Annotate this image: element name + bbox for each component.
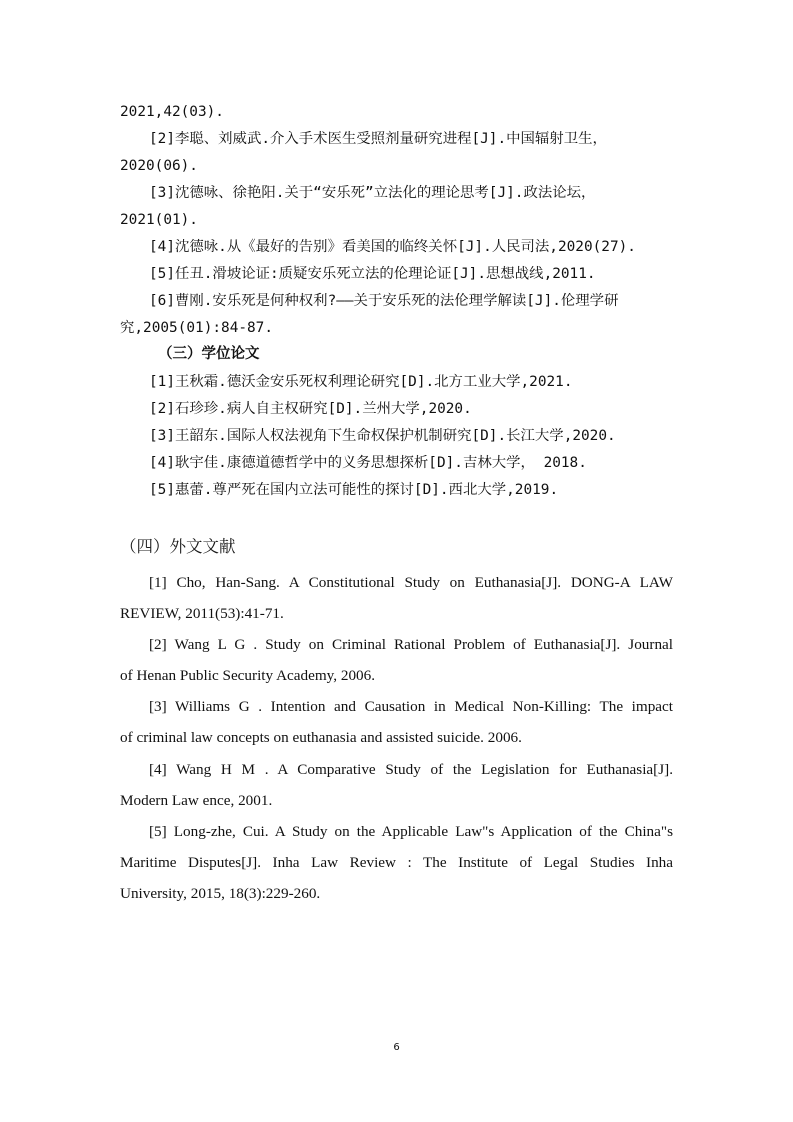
reference-line: [3] Williams G . Intention and Causation in Medical Non-Killing: The impact: [149, 698, 673, 715]
thesis-reference-item: [3]王韶东.国际人权法视角下生命权保护机制研究[D].长江大学,2020.: [149, 428, 616, 444]
reference-line: of criminal law concepts on euthanasia and assisted suicide. 2006.: [120, 729, 522, 746]
foreign-reference-2: [120, 629, 673, 691]
journal-reference-6: [120, 288, 673, 342]
reference-line: Modern Law ence, 2001.: [120, 792, 273, 809]
reference-line: of Henan Public Security Academy, 2006.: [120, 667, 376, 684]
foreign-reference-1: [120, 567, 673, 629]
section-heading-foreign: （四）外文文献: [120, 537, 236, 556]
reference-line: [2] Wang L G . Study on Criminal Rational Problem of Euthanasia[J]. Journal: [149, 636, 673, 653]
journal-reference-4: [120, 234, 673, 261]
foreign-reference-5: [120, 816, 673, 909]
reference-line: 究,2005(01):84-87.: [120, 320, 274, 336]
reference-line: [2]李聪、刘威武.介入手术医生受照剂量研究进程[J].中国辐射卫生，: [149, 131, 607, 147]
thesis-reference-item: [1]王秋霜.德沃金安乐死权利理论研究[D].北方工业大学,2021.: [149, 374, 573, 390]
reference-line: [4] Wang H M . A Comparative Study of the Legislation for Euthanasia[J].: [149, 761, 673, 778]
reference-line: [4]沈德咏.从《最好的告别》看美国的临终关怀[J].人民司法,2020(27).: [149, 239, 636, 255]
section-heading-thesis: （三）学位论文: [158, 346, 260, 362]
reference-line: 2021,42(03).: [120, 104, 224, 120]
foreign-reference-4: [120, 754, 673, 816]
thesis-reference-list: [120, 369, 673, 504]
reference-line: [5]任丑.滑坡论证:质疑安乐死立法的伦理论证[J].思想战线,2011.: [149, 266, 596, 282]
reference-line: 2020(06).: [120, 158, 198, 174]
reference-line: University, 2015, 18(3):229-260.: [120, 885, 321, 902]
thesis-reference-item: [4]耿宇佳.康德道德哲学中的义务思想探析[D].吉林大学， 2018.: [149, 455, 587, 471]
reference-line: [1] Cho, Han-Sang. A Constitutional Study on Euthanasia[J]. DONG-A LAW: [149, 574, 673, 591]
journal-reference-3: [120, 180, 673, 234]
page-number: 6: [393, 1042, 400, 1053]
reference-line: [5] Long-zhe, Cui. A Study on the Applicable Law"s Application of the China"s: [149, 823, 673, 840]
thesis-reference-item: [5]惠蕾.尊严死在国内立法可能性的探讨[D].西北大学,2019.: [149, 482, 559, 498]
foreign-reference-3: [120, 691, 673, 753]
reference-line: REVIEW, 2011(53):41-71.: [120, 605, 284, 622]
reference-line: Maritime Disputes[J]. Inha Law Review : The Institute of Legal Studies Inha: [120, 854, 673, 871]
reference-line: 2021(01).: [120, 212, 198, 228]
reference-line: [6]曹刚.安乐死是何种权利?——关于安乐死的法伦理学解读[J].伦理学研: [149, 293, 619, 309]
thesis-reference-item: [2]石珍珍.病人自主权研究[D].兰州大学,2020.: [149, 401, 472, 417]
reference-continuation: [120, 99, 673, 126]
journal-reference-5: [120, 261, 673, 288]
journal-reference-2: [120, 126, 673, 180]
reference-line: [3]沈德咏、徐艳阳.关于“安乐死”立法化的理论思考[J].政法论坛，: [149, 185, 596, 201]
